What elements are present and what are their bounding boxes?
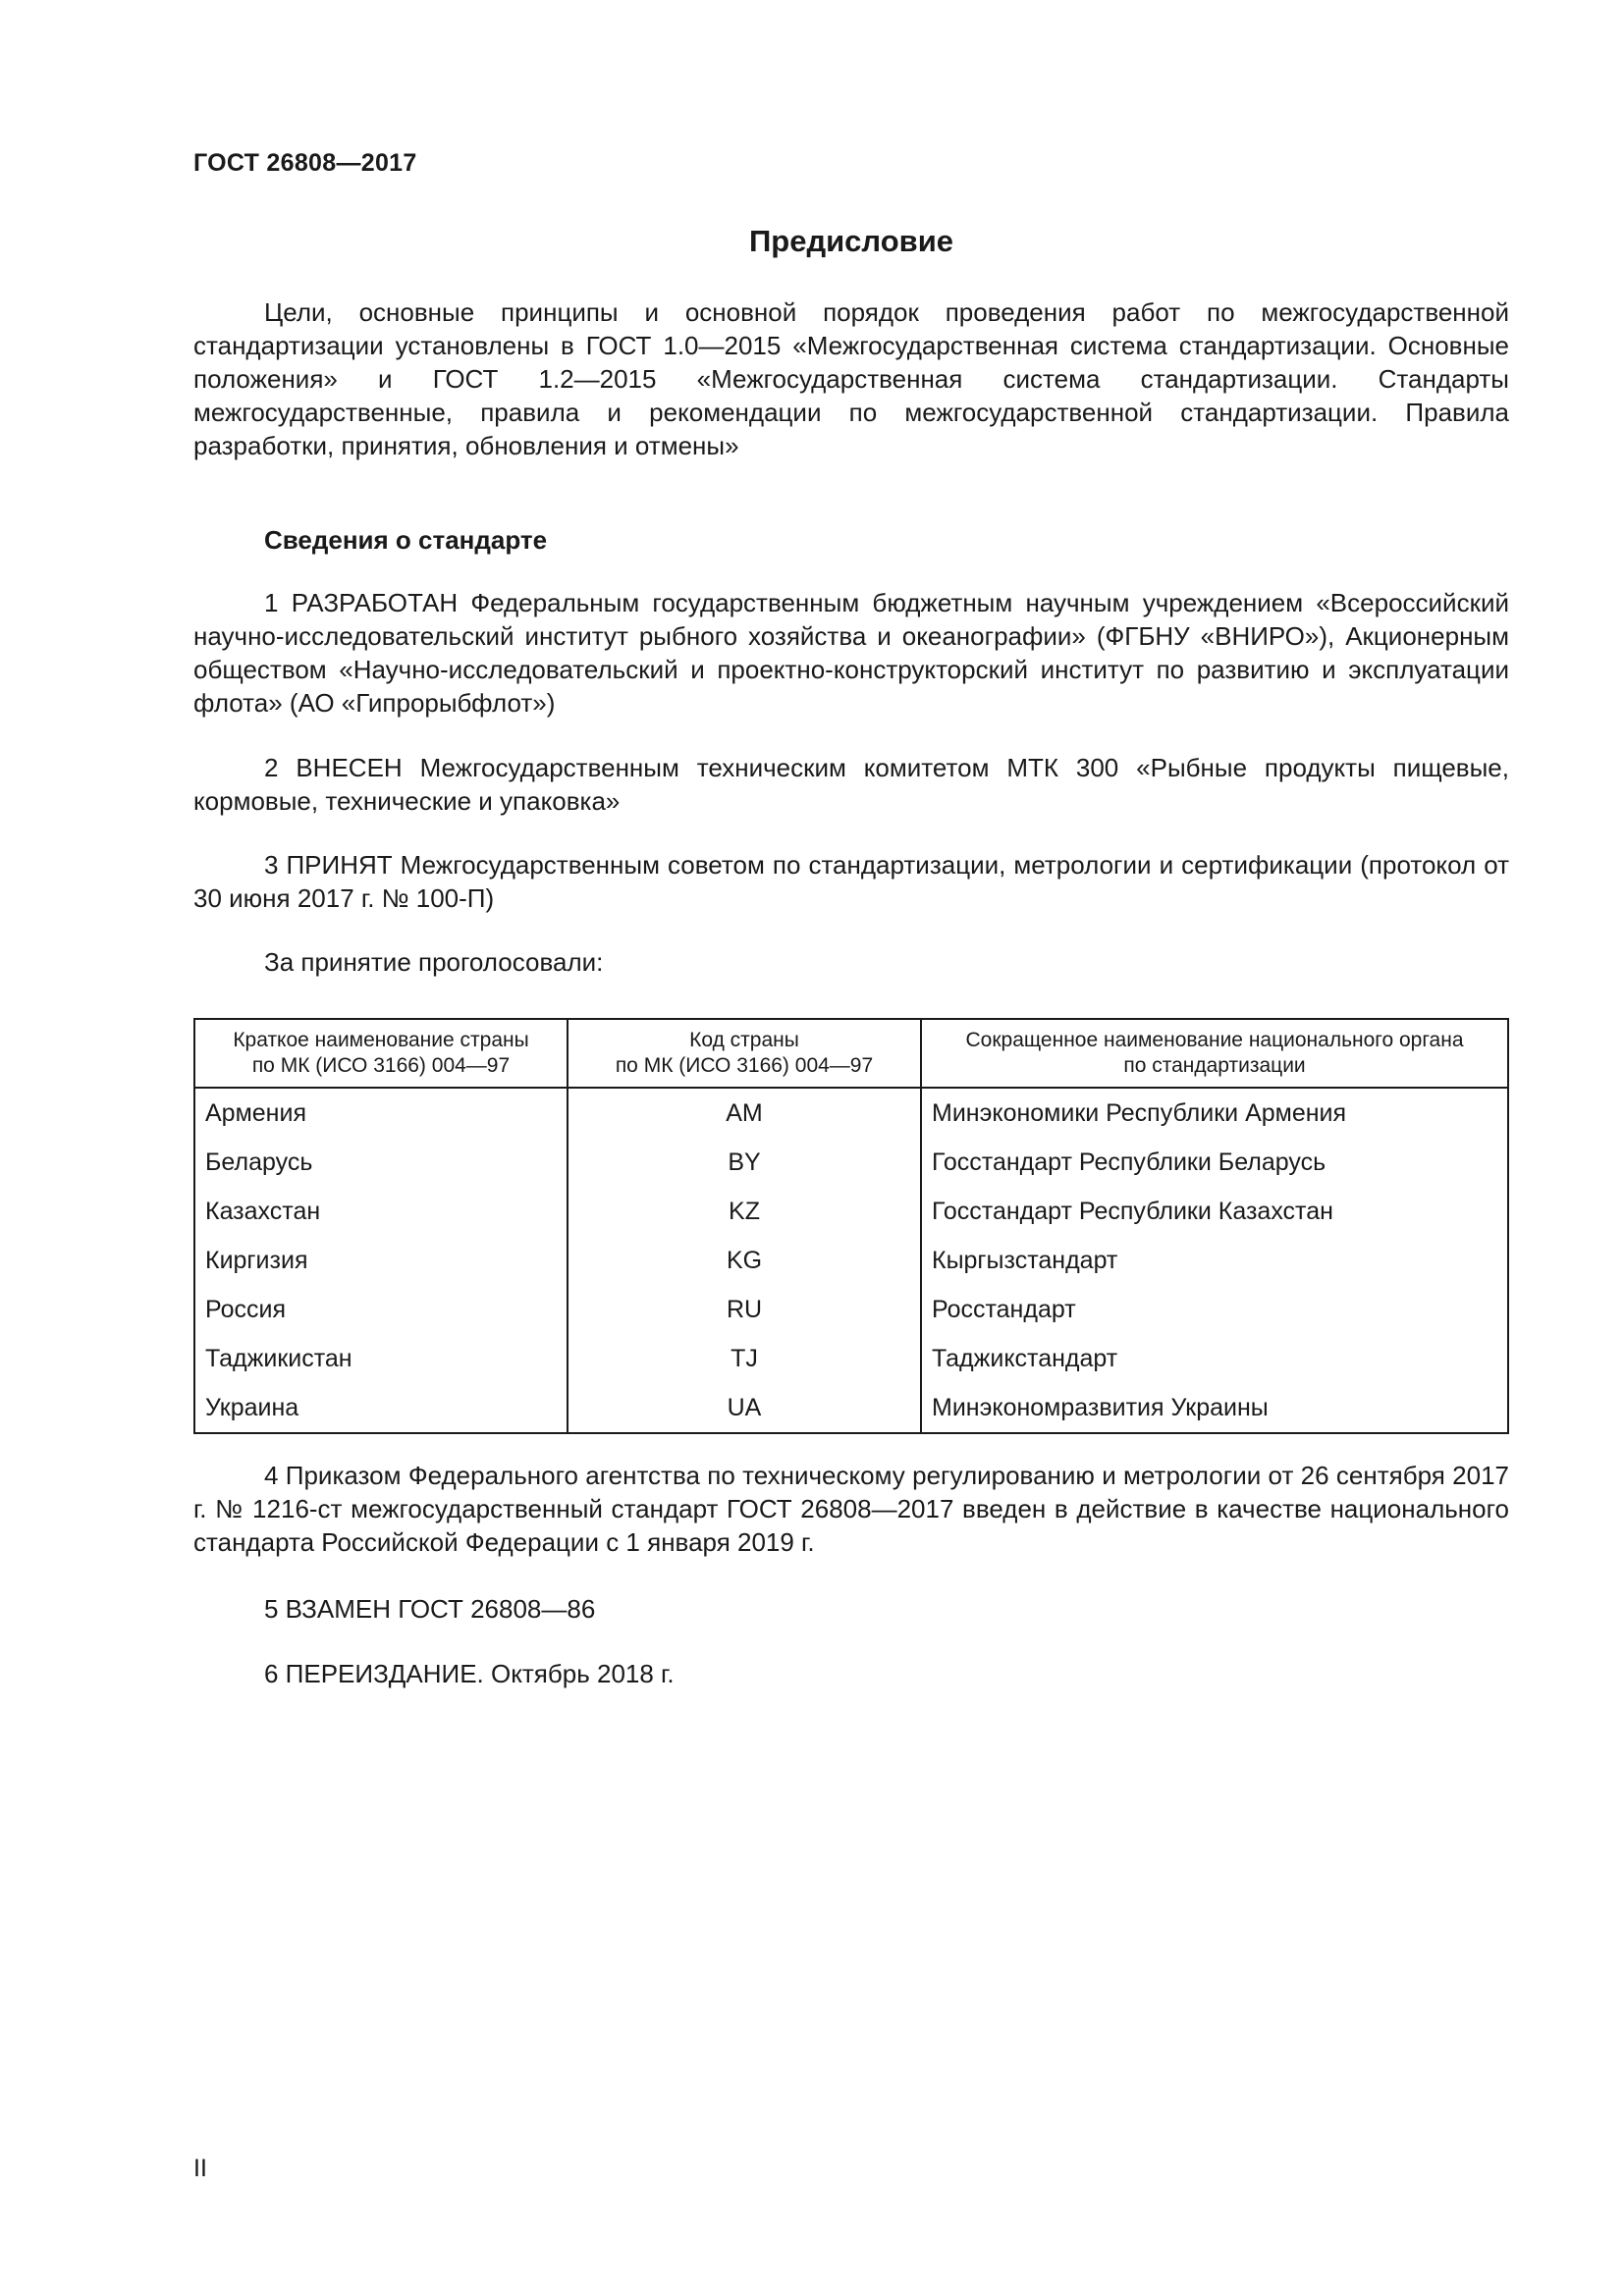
country-name: Украина (205, 1393, 299, 1421)
standards-body: Росстандарт (921, 1285, 1508, 1334)
header-country-code (568, 1019, 921, 1088)
country-code: TJ (568, 1334, 921, 1383)
item-4-paragraph: 4 Приказом Федерального агентства по техническому регулированию и метрологии от 26 сентября 2017 г. № 1216-ст межгосударственный стандарт ГОСТ 26808—2017 введен в действие в качестве национального стандарта Российской Федерации с 1 января 2019 г. (193, 1461, 1509, 1557)
header-country-name (194, 1019, 568, 1088)
standards-body: Минэкономразвития Украины (921, 1383, 1508, 1433)
item-6-paragraph: 6 ПЕРЕИЗДАНИЕ. Октябрь 2018 г. (264, 1659, 675, 1688)
page-title: Предисловие (748, 224, 953, 258)
item-5-paragraph: 5 ВЗАМЕН ГОСТ 26808—86 (264, 1594, 596, 1624)
country-name: Россия (205, 1295, 286, 1323)
voted-label: За принятие проголосовали: (264, 947, 604, 977)
page-number: II (193, 2155, 207, 2182)
header-country-name-line2: по МК (ИСО 3166) 004—97 (251, 1054, 511, 1077)
table-header-row (194, 1019, 1508, 1088)
country-name: Казахстан (205, 1197, 321, 1225)
header-standards-body-line2: по стандартизации (1123, 1054, 1306, 1077)
standards-body: Минэкономики Республики Армения (921, 1088, 1508, 1138)
standards-body: Таджикстандарт (921, 1334, 1508, 1383)
country-name: Беларусь (205, 1148, 313, 1176)
country-name: Армения (205, 1098, 306, 1127)
header-standards-body-line1: Сокращенное наименование национального органа (965, 1029, 1464, 1051)
standards-body: Кыргызстандарт (921, 1236, 1508, 1285)
table-row (194, 1088, 1508, 1138)
table-row (194, 1138, 1508, 1187)
standards-body: Госстандарт Республики Беларусь (921, 1138, 1508, 1187)
table-row (194, 1187, 1508, 1236)
item-2-paragraph: 2 ВНЕСЕН Межгосударственным техническим комитетом МТК 300 «Рыбные продукты пищевые, кормовые, технические и упаковка» (193, 753, 1509, 816)
table-row (194, 1334, 1508, 1383)
country-code: UA (568, 1383, 921, 1433)
standards-body: Госстандарт Республики Казахстан (921, 1187, 1508, 1236)
header-country-name-line1: Краткое наименование страны (233, 1029, 529, 1051)
intro-paragraph: Цели, основные принципы и основной порядок проведения работ по межгосударственной стандартизации установлены в ГОСТ 1.0—2015 «Межгосударственная система стандартизации. Основные положения» и ГОСТ 1.2—2015 «Межгосударственная система стандартизации. Стандарты межгосударственные, правила и рекомендации по межгосударственной стандартизации. Правила разработки, принятия, обновления и отмены» (193, 297, 1509, 460)
table-row (194, 1383, 1508, 1433)
item-1-paragraph: 1 РАЗРАБОТАН Федеральным государственным бюджетным научным учреждением «Всероссийский научно-исследовательский институт рыбного хозяйства и океанографии» (ФГБНУ «ВНИРО»), Акционерным обществом «Научно-исследовательский и проектно-конструкторский институт по развитию и эксплуатации флота» (АО «Гипрорыбфлот») (193, 588, 1509, 718)
header-country-code-line1: Код страны (689, 1029, 799, 1051)
country-code: AM (568, 1088, 921, 1138)
header-country-code-line2: по МК (ИСО 3166) 004—97 (615, 1054, 874, 1077)
header-standards-body (921, 1019, 1508, 1088)
country-name: Таджикистан (205, 1344, 352, 1372)
voting-countries-table (193, 1018, 1509, 1434)
item-3-paragraph: 3 ПРИНЯТ Межгосударственным советом по стандартизации, метрологии и сертификации (протокол от 30 июня 2017 г. № 100-П) (193, 850, 1509, 913)
country-code: KG (568, 1236, 921, 1285)
country-name: Киргизия (205, 1246, 308, 1274)
document-code: ГОСТ 26808—2017 (193, 149, 417, 177)
section-title: Сведения о стандарте (264, 525, 548, 555)
country-code: KZ (568, 1187, 921, 1236)
table-row (194, 1236, 1508, 1285)
country-code: RU (568, 1285, 921, 1334)
country-code: BY (568, 1138, 921, 1187)
table-row (194, 1285, 1508, 1334)
